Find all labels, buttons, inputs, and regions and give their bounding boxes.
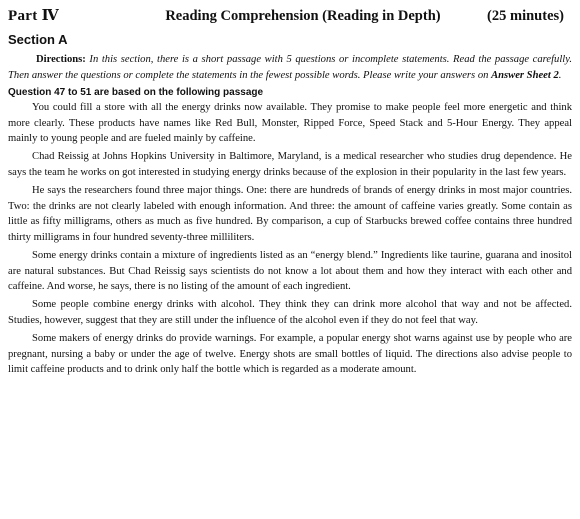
passage-paragraph: Some makers of energy drinks do provide warnings. For example, a popular energy shot warns against use by people who are pregnant, nursing a baby or under the age of twelve. Energy shots are small bottles of liquid. The directions also advise people to limit caffeine products and to drink only half the bottle which is regarded as a moderate amount.	[8, 333, 572, 376]
passage-paragraph: Some energy drinks contain a mixture of ingredients listed as an “energy blend.” Ingredients like taurine, guarana and inositol are natural substances. But Chad Reissig says scientists do not know a lot about them and how they interact with each other and caffeine. And worse, he says, there is no listing of the amount of each ingredient.	[8, 250, 572, 293]
directions	[8, 52, 572, 83]
part-title: Reading Comprehension (Reading in Depth)	[165, 8, 441, 24]
directions-text: In this section, there is a short passage with 5 questions or incomplete statements. Read the passage carefully. Then answer the questions or complete the statements in the fewest possible words. Please write your answers on	[8, 54, 572, 81]
directions-text-end: .	[558, 69, 562, 81]
passage-paragraph: Chad Reissig at Johns Hopkins University in Baltimore, Maryland, is a medical researcher who studies drug dependence. He says the team he works on got interested in studying energy drinks because of the explosion in their popularity in the last few years.	[8, 151, 572, 179]
part-time: (25 minutes)	[487, 8, 564, 24]
answer-sheet-reference: Answer Sheet 2	[491, 69, 559, 81]
directions-label: Directions:	[36, 54, 86, 65]
question-range: Question 47 to 51 are based on the following passage	[8, 87, 264, 99]
section-title: Section A	[8, 32, 68, 47]
passage-paragraph: Some people combine energy drinks with alcohol. They think they can drink more alcohol that way and not be affected. Studies, however, suggest that they are still under the influence of the alcohol even if they do not feel that way.	[8, 299, 572, 326]
part-label: Part Ⅳ	[8, 8, 59, 24]
passage	[8, 100, 572, 378]
passage-paragraph: You could fill a store with all the energy drinks now available. They promise to make people feel more energetic and think more clearly. These products have names like Red Bull, Monster, Ripped Force, Speed Stack and 5-Hour Energy. They appeal mainly to young people and are fueled mainly by caffeine.	[8, 102, 572, 145]
passage-paragraph: He says the researchers found three major things. One: there are hundreds of brands of energy drinks in most major countries. Two: the drinks are not clearly labeled with enough information. And three: the amount of caffeine varies greatly. Some contain as little as fifty milligrams, others as much as five hundred. By comparison, a cup of Starbucks brewed coffee contains three hundred thirty milligrams in four hundred seventy-three milliliters.	[8, 185, 572, 243]
part-header	[8, 6, 572, 28]
